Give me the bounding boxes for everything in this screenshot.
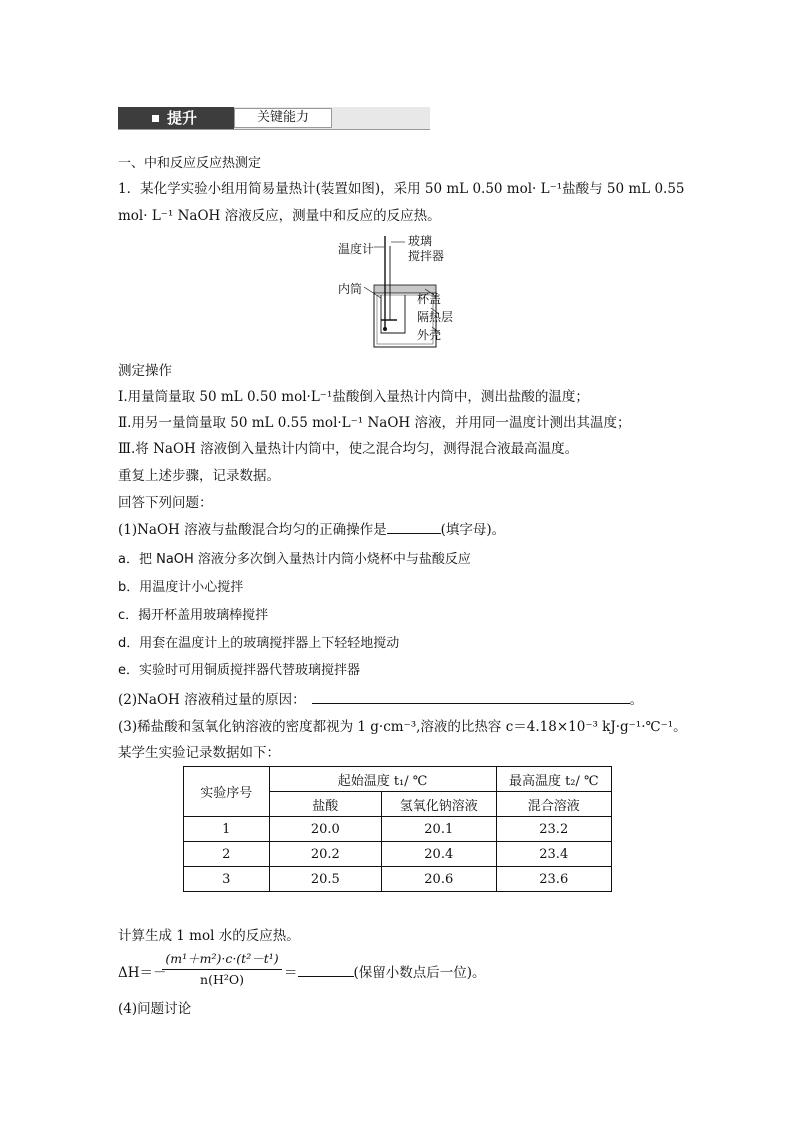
table-row xyxy=(184,867,612,892)
banner-label-light: 关键能力 xyxy=(234,108,332,128)
sub2-stem xyxy=(118,688,643,708)
q1-line2: mol· L⁻¹ NaOH 溶液反应，测量中和反应的反应热。 xyxy=(118,208,441,224)
procedure-step3: Ⅲ.将 NaOH 溶液倒入量热计内筒中，使之混合均匀，测得混合液最高温度。 xyxy=(118,441,579,457)
label-inner: 内筒 xyxy=(338,282,363,296)
option-e: e．实验时可用铜质搅拌器代替玻璃搅拌器 xyxy=(118,663,360,678)
header-naoh: 氢氧化钠溶液 xyxy=(382,792,496,817)
fraction-bar xyxy=(162,969,282,970)
option-a: a．把 NaOH 溶液分多次倒入量热计内筒小烧杯中与盐酸反应 xyxy=(118,552,471,567)
sub1-stem xyxy=(118,518,505,538)
label-insulation: 隔热层 xyxy=(417,310,454,324)
sub1-stem-a: (1)NaOH 溶液与盐酸混合均匀的正确操作是 xyxy=(118,522,387,538)
calc-denominator: n(H²O) xyxy=(200,972,244,987)
cell-index: 3 xyxy=(184,867,270,892)
cell-naoh: 20.1 xyxy=(382,817,496,842)
banner-rule xyxy=(118,129,430,130)
procedure-answer: 回答下列问题： xyxy=(118,495,213,511)
cell-naoh: 20.6 xyxy=(382,867,496,892)
label-shell: 外壳 xyxy=(417,328,442,342)
option-d: d．用套在温度计上的玻璃搅拌器上下轻轻地搅动 xyxy=(118,636,400,651)
sub3-stem: (3)稀盐酸和氢氧化钠溶液的密度都视为 1 g·cm⁻³,溶液的比热容 c＝4.18×10⁻³ kJ·g⁻¹·℃⁻¹。 xyxy=(118,719,687,735)
calc-answer-blank[interactable] xyxy=(298,962,354,977)
header-hcl: 盐酸 xyxy=(269,792,381,817)
section-banner xyxy=(118,107,430,129)
sub2-end: 。 xyxy=(629,692,644,708)
banner-label-dark: 提升 xyxy=(167,109,198,127)
cell-hcl: 20.5 xyxy=(269,867,381,892)
cell-index: 2 xyxy=(184,842,270,867)
data-table xyxy=(183,766,612,892)
procedure-repeat: 重复上述步骤，记录数据。 xyxy=(118,468,280,484)
banner-dark xyxy=(118,107,234,129)
option-c: c．揭开杯盖用玻璃棒搅拌 xyxy=(118,608,269,623)
procedure-step1: Ⅰ.用量筒量取 50 mL 0.50 mol·L⁻¹盐酸倒入量热计内筒中，测出盐酸的温度； xyxy=(118,389,589,405)
square-icon xyxy=(152,115,159,122)
label-lid: 杯盖 xyxy=(417,292,442,306)
procedure-title: 测定操作 xyxy=(118,363,172,379)
table-header-row-1 xyxy=(184,767,612,792)
header-mix: 混合溶液 xyxy=(496,792,612,817)
calc-intro: 计算生成 1 mol 水的反应热。 xyxy=(118,928,300,944)
calc-tail: (保留小数点后一位)。 xyxy=(353,965,486,981)
option-b: b．用温度计小心搅拌 xyxy=(118,580,244,595)
sub2-answer-blank[interactable] xyxy=(312,689,630,704)
sub2-stem-text: (2)NaOH 溶液稍过量的原因： xyxy=(118,692,306,708)
cell-hcl: 20.0 xyxy=(269,817,381,842)
cell-hcl: 20.2 xyxy=(269,842,381,867)
procedure-step2: Ⅱ.用另一量筒量取 50 mL 0.55 mol·L⁻¹ NaOH 溶液，并用同一温度计测出其温度； xyxy=(118,415,631,431)
calc-fraction xyxy=(162,949,282,987)
sub1-answer-blank[interactable] xyxy=(387,519,441,534)
table-row xyxy=(184,817,612,842)
calc-eq: ＝ xyxy=(284,965,298,981)
label-glass-1: 玻璃 xyxy=(408,234,433,248)
header-max-temp: 最高温度 t₂/ ℃ xyxy=(496,767,612,792)
label-glass-2: 搅拌器 xyxy=(408,249,445,263)
thermometer-bulb xyxy=(383,327,387,331)
table-row xyxy=(184,842,612,867)
sub4-stem: (4)问题讨论 xyxy=(118,1001,192,1017)
section-title: 一、中和反应反应热测定 xyxy=(118,156,262,171)
cell-naoh: 20.4 xyxy=(382,842,496,867)
calc-result xyxy=(284,961,486,981)
sub1-stem-b: (填字母)。 xyxy=(440,522,506,538)
calc-numerator: (m¹＋m²)·c·(t²－t¹) xyxy=(165,951,279,966)
header-index: 实验序号 xyxy=(184,767,270,817)
cell-mix: 23.2 xyxy=(496,817,612,842)
sub3-record: 某学生实验记录数据如下： xyxy=(118,745,280,761)
calc-lhs: ΔH＝－ xyxy=(118,965,167,981)
label-thermometer: 温度计 xyxy=(338,242,375,256)
cell-mix: 23.6 xyxy=(496,867,612,892)
cell-mix: 23.4 xyxy=(496,842,612,867)
header-start-temp: 起始温度 t₁/ ℃ xyxy=(269,767,496,792)
q1-line1: 1．某化学实验小组用简易量热计(装置如图)，采用 50 mL 0.50 mol· L⁻¹盐酸与 50 mL 0.55 xyxy=(118,181,685,197)
cell-index: 1 xyxy=(184,817,270,842)
